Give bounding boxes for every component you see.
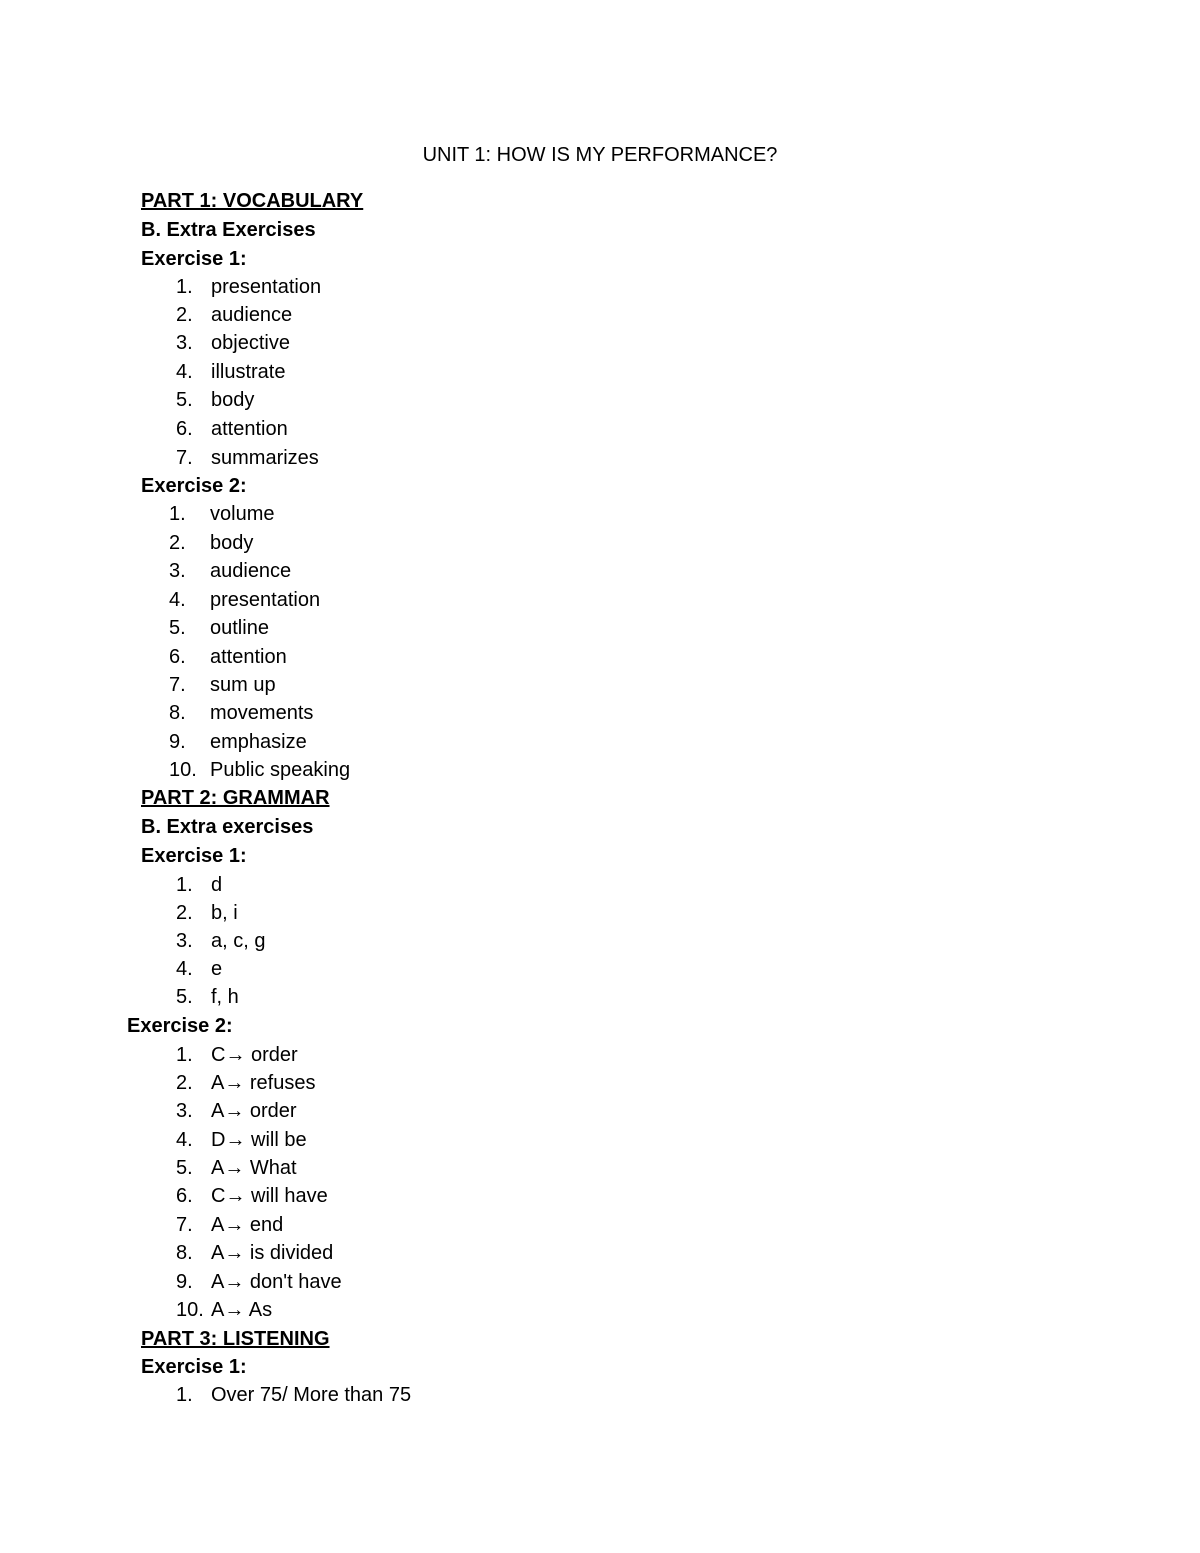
part2-exercise2-label: Exercise 2: bbox=[127, 1015, 233, 1037]
list-item-number: 8. bbox=[169, 702, 186, 724]
list-item-text: volume bbox=[210, 503, 275, 525]
list-item-number: 5. bbox=[176, 1157, 193, 1179]
part2-heading: PART 2: GRAMMAR bbox=[141, 787, 330, 809]
list-item-number: 5. bbox=[169, 617, 186, 639]
list-item-number: 7. bbox=[176, 447, 193, 469]
list-item-number: 1. bbox=[176, 874, 193, 896]
part3-heading: PART 3: LISTENING bbox=[141, 1328, 330, 1350]
list-item-number: 3. bbox=[176, 332, 193, 354]
list-item-text: outline bbox=[210, 617, 269, 639]
list-item-text: summarizes bbox=[211, 447, 319, 469]
list-item-text: emphasize bbox=[210, 731, 307, 753]
list-item bbox=[176, 1268, 342, 1296]
list-item-text: sum up bbox=[210, 674, 276, 696]
list-item-number: 6. bbox=[169, 646, 186, 668]
list-item-text: presentation bbox=[210, 589, 321, 611]
list-item-number: 8. bbox=[176, 1242, 193, 1264]
list-item bbox=[176, 1239, 333, 1267]
list-item-number: 7. bbox=[169, 674, 186, 696]
list-item bbox=[169, 756, 350, 784]
list-item-number: 10. bbox=[176, 1299, 204, 1321]
list-item-number: 1. bbox=[176, 276, 193, 298]
list-item bbox=[176, 983, 239, 1011]
list-item bbox=[169, 699, 313, 727]
part1-section-title: B. Extra Exercises bbox=[141, 219, 316, 241]
list-item bbox=[176, 444, 319, 472]
list-item bbox=[176, 871, 222, 899]
list-item-number: 2. bbox=[169, 532, 186, 554]
list-item-text: audience bbox=[211, 304, 293, 326]
list-item-number: 4. bbox=[176, 361, 193, 383]
list-item-text: e bbox=[211, 958, 223, 980]
list-item bbox=[169, 500, 274, 528]
list-item-text: presentation bbox=[211, 276, 322, 298]
part1-exercise1-label: Exercise 1: bbox=[141, 248, 247, 270]
list-item bbox=[176, 301, 292, 329]
list-item-number: 5. bbox=[176, 389, 193, 411]
list-item-text: D→ will be bbox=[211, 1129, 307, 1151]
list-item-text: audience bbox=[210, 560, 292, 582]
part1-heading: PART 1: VOCABULARY bbox=[141, 190, 364, 212]
list-item-number: 5. bbox=[176, 986, 193, 1008]
list-item-text: A→ is divided bbox=[211, 1242, 334, 1264]
list-item-number: 9. bbox=[169, 731, 186, 753]
list-item-text: C→ will have bbox=[211, 1185, 328, 1207]
list-item-number: 1. bbox=[176, 1044, 193, 1066]
list-item-number: 4. bbox=[169, 589, 186, 611]
list-item bbox=[176, 1296, 272, 1324]
list-item bbox=[169, 529, 253, 557]
part3-exercise1-label: Exercise 1: bbox=[141, 1356, 247, 1378]
list-item bbox=[169, 614, 269, 642]
list-item-text: illustrate bbox=[211, 361, 286, 383]
list-item bbox=[169, 728, 307, 756]
list-item-text: b, i bbox=[211, 902, 238, 924]
list-item bbox=[176, 1097, 297, 1125]
list-item-text: attention bbox=[211, 418, 288, 440]
list-item-text: d bbox=[211, 874, 223, 896]
list-item bbox=[176, 415, 288, 443]
part2-exercise1-label: Exercise 1: bbox=[141, 845, 247, 867]
list-item bbox=[176, 1154, 297, 1182]
list-item-number: 6. bbox=[176, 1185, 193, 1207]
list-item-text: movements bbox=[210, 702, 314, 724]
list-item-text: A→ refuses bbox=[211, 1072, 316, 1094]
list-item-text: Over 75/ More than 75 bbox=[211, 1384, 412, 1406]
list-item bbox=[169, 557, 291, 585]
list-item-text: objective bbox=[211, 332, 290, 354]
document-title: UNIT 1: HOW IS MY PERFORMANCE? bbox=[422, 144, 778, 166]
list-item-number: 3. bbox=[176, 1100, 193, 1122]
list-item bbox=[176, 1182, 328, 1210]
list-item bbox=[169, 643, 287, 671]
list-item-number: 4. bbox=[176, 958, 193, 980]
list-item-number: 1. bbox=[176, 1384, 193, 1406]
list-item-text: body bbox=[211, 389, 255, 411]
list-item bbox=[176, 358, 285, 386]
list-item-text: a, c, g bbox=[211, 930, 266, 952]
list-item-number: 9. bbox=[176, 1271, 193, 1293]
list-item bbox=[176, 329, 290, 357]
list-item-number: 4. bbox=[176, 1129, 193, 1151]
list-item bbox=[176, 899, 238, 927]
list-item bbox=[169, 586, 320, 614]
list-item-number: 6. bbox=[176, 418, 193, 440]
list-item-text: A→ end bbox=[211, 1214, 284, 1236]
list-item-number: 2. bbox=[176, 1072, 193, 1094]
list-item-text: Public speaking bbox=[210, 759, 351, 781]
list-item bbox=[176, 1126, 307, 1154]
list-item-number: 2. bbox=[176, 902, 193, 924]
list-item bbox=[169, 671, 276, 699]
list-item-text: body bbox=[210, 532, 254, 554]
part1-exercise2-label: Exercise 2: bbox=[141, 475, 247, 497]
list-item-text: A→ As bbox=[211, 1299, 273, 1321]
part2-section-title: B. Extra exercises bbox=[141, 816, 314, 838]
list-item bbox=[176, 1069, 315, 1097]
list-item bbox=[176, 1381, 411, 1409]
list-item-number: 3. bbox=[176, 930, 193, 952]
list-item bbox=[176, 1211, 283, 1239]
list-item-text: f, h bbox=[211, 986, 239, 1008]
list-item-number: 10. bbox=[169, 759, 197, 781]
list-item-text: A→ What bbox=[211, 1157, 297, 1179]
list-item bbox=[176, 927, 265, 955]
list-item-text: A→ don't have bbox=[211, 1271, 342, 1293]
list-item-text: attention bbox=[210, 646, 287, 668]
list-item bbox=[176, 386, 254, 414]
list-item-text: A→ order bbox=[211, 1100, 297, 1122]
list-item-text: C→ order bbox=[211, 1044, 298, 1066]
list-item bbox=[176, 955, 222, 983]
list-item-number: 2. bbox=[176, 304, 193, 326]
list-item bbox=[176, 273, 321, 301]
list-item bbox=[176, 1041, 298, 1069]
list-item-number: 3. bbox=[169, 560, 186, 582]
list-item-number: 7. bbox=[176, 1214, 193, 1236]
list-item-number: 1. bbox=[169, 503, 186, 525]
